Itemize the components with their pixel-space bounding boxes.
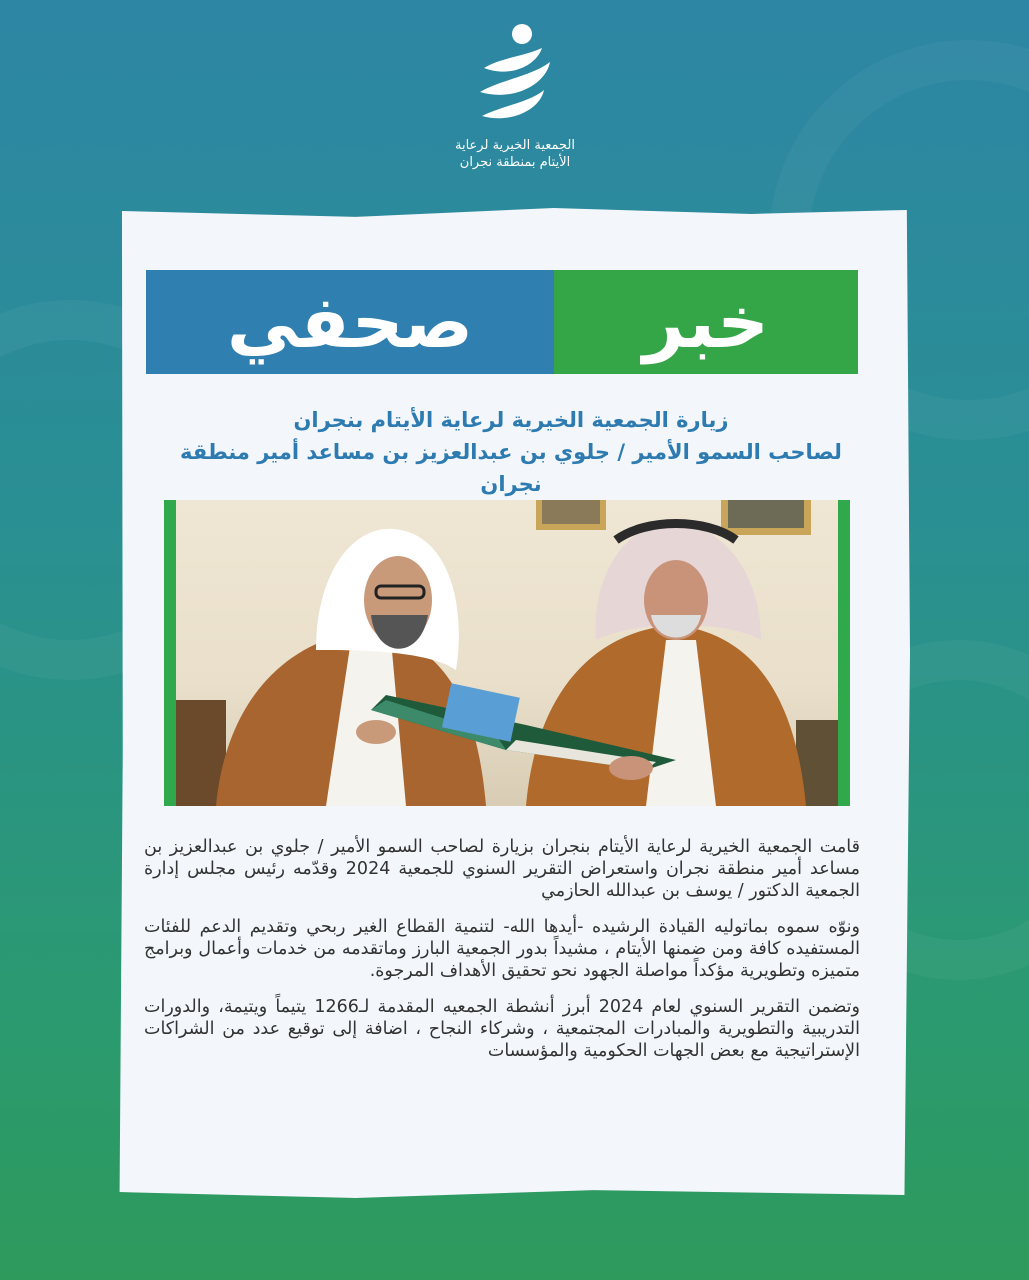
article-photo-frame xyxy=(164,500,850,806)
organization-name xyxy=(430,137,600,171)
article-paragraph: ونوّه سموه بماتوليه القيادة الرشيده -أيدها الله- لتنمية القطاع الغير ربحي وتقديم الدعم للفئات المستفيده كافة ومن ضمنها الأيتام ، مشيداً بدور الجمعية البارز وماتقدمه من خدمات وأعمال وبرامج متميزه وتطويرية مؤكداً مواصلة الجهود نحو تحقيق الأهداف المرجوة. xyxy=(144,917,860,981)
organization-name-line2: الأيتام بمنطقة نجران xyxy=(459,155,571,170)
article-paragraph: وتضمن التقرير السنوي لعام 2024 أبرز أنشطة الجمعيه المقدمة لـ1266 يتيماً ويتيمة، والدورات التدريبية والتطويرية والمبادرات المجتمعية ، وشركاء النجاح ، اضافة إلى توقيع عدد من الشراكات الإستراتيجية مع بعض الجهات الحكومية والمؤسسات xyxy=(144,997,860,1061)
article-photo xyxy=(176,500,838,806)
banner-blue-block xyxy=(146,270,554,374)
headline-line1: زيارة الجمعية الخيرية لرعاية الأيتام بنجران xyxy=(293,408,729,432)
headline-line2: لصاحب السمو الأمير / جلوي بن عبدالعزيز بن مساعد أمير منطقة نجران xyxy=(180,440,842,496)
banner-word-news: خبر xyxy=(642,280,770,364)
banner-green-block xyxy=(554,270,858,374)
article-paragraph: قامت الجمعية الخيرية لرعاية الأيتام بنجران بزيارة لصاحب السمو الأمير / جلوي بن عبدالعزيز بن مساعد أمير منطقة نجران واستعراض التقرير السنوي للجمعية 2024 وقدّمه رئيس مجلس إدارة الجمعية الدكتور / يوسف بن عبدالله الحازمي xyxy=(144,837,860,901)
organization-name-line1: الجمعية الخيرية لرعاية xyxy=(455,138,575,153)
organization-logo xyxy=(430,18,600,178)
article-headline xyxy=(146,404,876,500)
banner-word-press: صحفي xyxy=(226,280,474,364)
photo-meeting-illustration xyxy=(176,500,838,806)
news-banner xyxy=(146,270,858,374)
article-body xyxy=(144,836,860,1076)
logo-icon xyxy=(470,18,560,133)
